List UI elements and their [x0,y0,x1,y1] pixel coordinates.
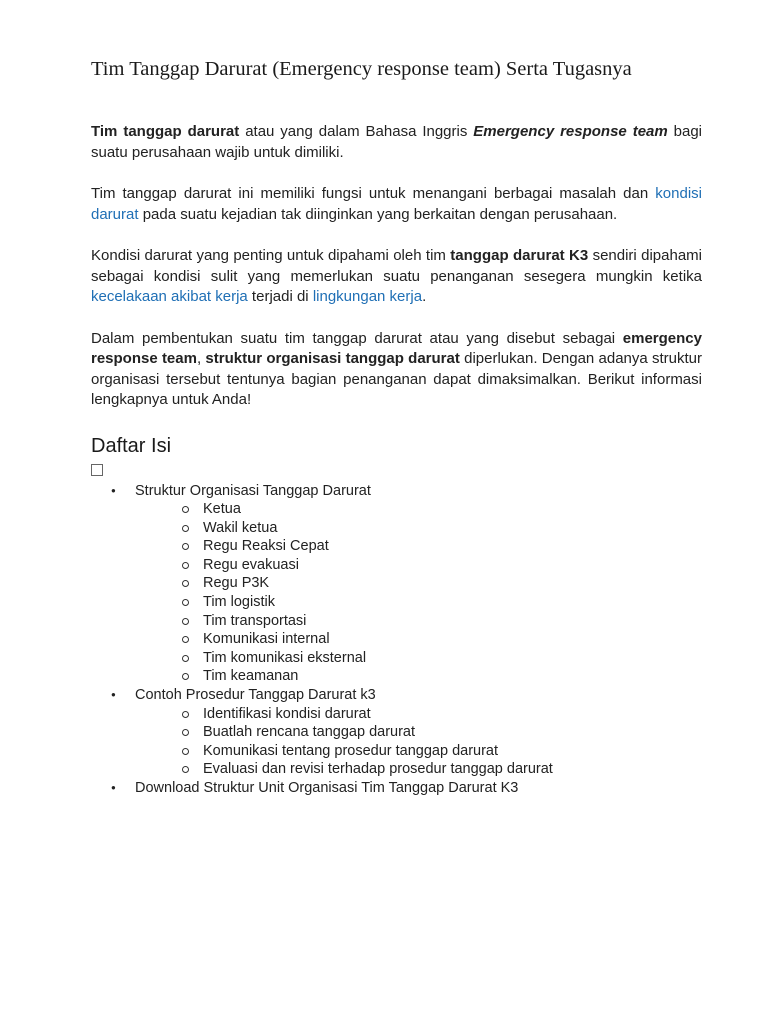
toc-subitem-label[interactable]: Tim logistik [203,594,275,611]
circle-bullet-icon [182,618,189,625]
toc-subitem[interactable] [203,760,702,779]
circle-bullet-icon [182,580,189,587]
bold-term: tanggap darurat K3 [450,247,589,264]
toc-subitem-label[interactable]: Ketua [203,501,241,518]
toc-subitem[interactable] [203,705,702,724]
toc-subitem[interactable] [203,667,702,686]
toc-subitem[interactable] [203,556,702,575]
bullet-icon: ● [111,783,116,792]
toc-subitem[interactable] [203,630,702,649]
toc-toggle-checkbox-icon[interactable] [91,464,103,476]
circle-bullet-icon [182,562,189,569]
toc-subitem[interactable] [203,742,702,761]
condition-paragraph [91,246,702,308]
function-paragraph [91,184,702,225]
link-kecelakaan-kerja[interactable]: kecelakaan akibat kerja [91,288,248,305]
circle-bullet-icon [182,599,189,606]
toc-list [91,482,702,798]
circle-bullet-icon [182,636,189,643]
intro-paragraph [91,122,702,163]
toc-subitem[interactable] [203,612,702,631]
bold-term: emergency response team [91,329,702,367]
toc-sublist [135,705,702,779]
circle-bullet-icon [182,506,189,513]
toc-subitem-label[interactable]: Tim komunikasi eksternal [203,649,367,666]
text-run: bagi suatu perusahaan wajib untuk dimiliki. [91,123,703,161]
circle-bullet-icon [182,748,189,755]
text-run: diperlukan. Dengan adanya struktur organisasi tersebut tentunya bagian penanganan dapat dimaksimalkan. Berikut informasi lengkapnya untuk Anda! [91,350,702,408]
bold-term: struktur organisasi tanggap darurat [205,350,460,367]
circle-bullet-icon [182,729,189,736]
circle-bullet-icon [182,711,189,718]
bullet-icon: ● [111,690,116,700]
bold-term: Tim tanggap darurat [91,123,240,140]
toc-item-label[interactable]: Contoh Prosedur Tanggap Darurat k3 [135,687,376,704]
page-title: Tim Tanggap Darurat (Emergency response team) Serta Tugasnya [91,58,632,80]
toc-subitem-label[interactable]: Komunikasi tentang prosedur tanggap darurat [203,742,499,759]
text-run: sendiri dipahami sebagai kondisi sulit yang memerlukan suatu penanganan sesegera mungkin ketika [91,247,702,285]
text-run: atau yang dalam Bahasa Inggris [239,123,474,140]
toc-subitem[interactable] [203,519,702,538]
toc-subitem-label[interactable]: Tim keamanan [203,668,299,685]
toc-item[interactable] [111,779,702,798]
toc-subitem-label[interactable]: Wakil ketua [203,519,278,536]
toc-subitem-label[interactable]: Regu P3K [203,575,270,592]
toc-heading: Daftar Isi [91,434,172,457]
circle-bullet-icon [182,525,189,532]
circle-bullet-icon [182,655,189,662]
toc-subitem-label[interactable]: Evaluasi dan revisi terhadap prosedur tanggap darurat [203,761,553,778]
toc-item-label[interactable]: Download Struktur Unit Organisasi Tim Tanggap Darurat K3 [135,780,519,796]
text-run: . [422,288,427,305]
link-lingkungan-kerja[interactable]: lingkungan kerja [312,288,423,305]
text-run: , [196,350,206,367]
circle-bullet-icon [182,673,189,680]
text-run: Kondisi darurat yang penting untuk dipahami oleh tim [91,247,451,264]
toc-subitem[interactable] [203,723,702,742]
bullet-icon: ● [111,485,116,495]
circle-bullet-icon [182,543,189,550]
text-run: Tim tanggap darurat ini memiliki fungsi untuk menangani berbagai masalah dan [91,185,656,202]
text-run: terjadi di [247,288,313,305]
toc-subitem[interactable] [203,593,702,612]
toc-item[interactable] [111,686,702,779]
toc-subitem-label[interactable]: Regu Reaksi Cepat [203,538,329,555]
toc-subitem-label[interactable]: Komunikasi internal [203,631,330,648]
link-kondisi-darurat[interactable]: kondisi darurat [91,185,702,223]
toc-subitem[interactable] [203,574,702,593]
toc-subitem[interactable] [203,500,702,519]
text-run: Dalam pembentukan suatu tim tanggap darurat atau yang disebut sebagai [91,329,623,347]
toc-subitem-label[interactable]: Buatlah rencana tanggap darurat [203,724,416,741]
toc-item[interactable] [111,482,702,687]
toc-subitem-label[interactable]: Tim transportasi [203,612,307,629]
circle-bullet-icon [182,766,189,773]
structure-paragraph [91,329,702,411]
toc-subitem-label[interactable]: Identifikasi kondisi darurat [203,705,371,722]
text-run: pada suatu kejadian tak diinginkan yang berkaitan dengan perusahaan. [138,205,618,223]
toc-subitem[interactable] [203,649,702,668]
toc-subitem-label[interactable]: Regu evakuasi [203,556,299,573]
toc-subitem[interactable] [203,537,702,556]
toc-item-label[interactable]: Struktur Organisasi Tanggap Darurat [135,482,371,499]
toc-sublist [135,500,702,686]
bold-italic-term: Emergency response team [473,123,668,140]
